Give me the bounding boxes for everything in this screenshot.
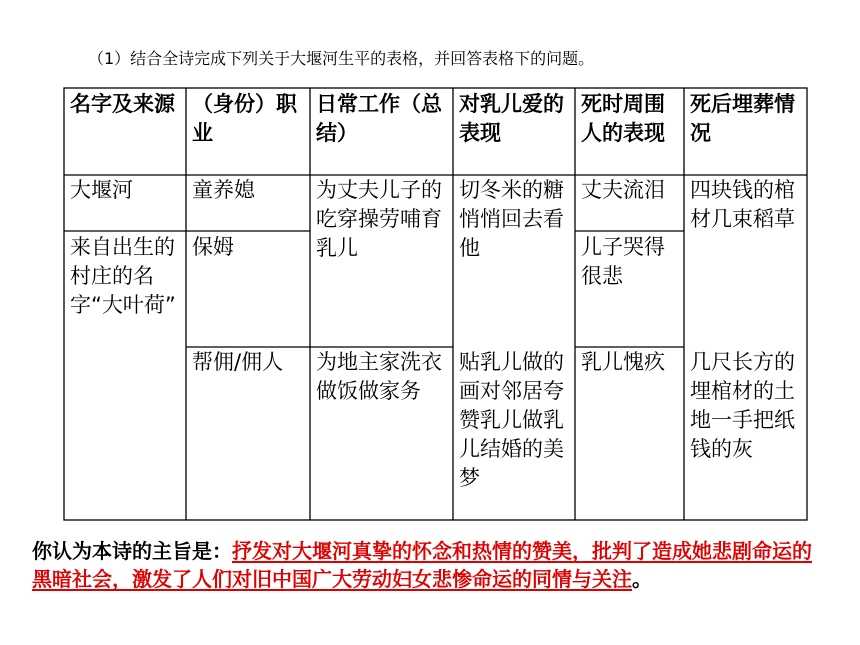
cell-love-2: 贴乳儿做的画对邻居夸赞乳儿做乳儿结婚的美梦 [459, 350, 564, 490]
cell-work-2: 为地主家洗衣做饭做家务 [316, 350, 442, 403]
cell-death-1: 丈夫流泪 [581, 178, 665, 202]
header-name-origin: 名字及来源 [70, 92, 175, 116]
question-label: 你认为本诗的主旨是： [32, 539, 232, 563]
cell-name: 大堰河 [70, 178, 133, 202]
cell-love-1: 切冬米的糖悄悄回去看他 [459, 178, 564, 260]
cell-job-3: 帮佣/佣人 [192, 350, 284, 374]
theme-question [32, 537, 822, 593]
answer-end: 。 [632, 567, 652, 591]
cell-death-2: 儿子哭得很悲 [581, 235, 665, 288]
cell-death-3: 乳儿愧疚 [581, 350, 665, 374]
theme-answer: 抒发对大堰河真挚的怀念和热情的赞美，批判了造成她悲剧命运的黑暗社会，激发了人们对旧中国广大劳动妇女悲惨命运的同情与关注 [32, 539, 812, 591]
cell-name-origin: 来自出生的村庄的名字“大叶荷” [70, 235, 176, 317]
header-love-for-ruer: 对乳儿爱的表现 [459, 92, 564, 145]
header-identity-job: （身份）职业 [192, 92, 297, 145]
header-people-at-death: 死时周围人的表现 [581, 92, 665, 145]
cell-burial-2: 几尺长方的埋棺材的土地一手把纸钱的灰 [690, 350, 795, 461]
header-daily-work: 日常工作（总结） [316, 92, 442, 145]
header-burial: 死后埋葬情况 [690, 92, 795, 145]
cell-job-1: 童养媳 [192, 178, 255, 202]
cell-burial-1: 四块钱的棺材几束稻草 [690, 178, 795, 231]
cell-job-2: 保姆 [192, 235, 234, 259]
instruction-text: （1）结合全诗完成下列关于大堰河生平的表格，并回答表格下的问题。 [88, 49, 595, 68]
cell-work-1: 为丈夫儿子的吃穿操劳哺育乳儿 [316, 178, 442, 260]
